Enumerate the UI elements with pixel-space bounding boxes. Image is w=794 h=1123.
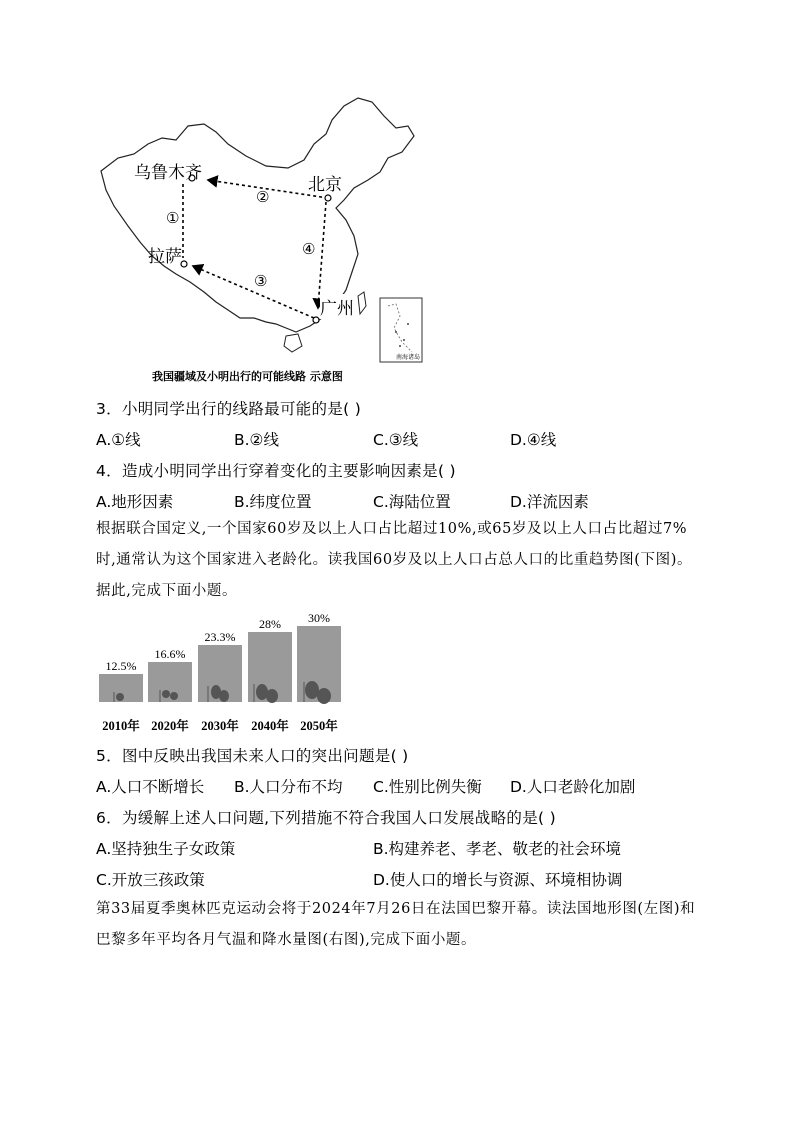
guangzhou-point	[313, 317, 319, 323]
city-label-beijing: 北京	[308, 175, 342, 195]
china-route-map	[96, 96, 426, 366]
question-4-option-a[interactable]: A.地形因素	[96, 493, 174, 511]
route-label-4: ④	[302, 240, 316, 258]
question-4-option-c[interactable]: C.海陆位置	[373, 493, 451, 511]
route-label-1: ①	[166, 209, 180, 227]
elderly-figure-icons	[96, 612, 346, 704]
bar-value-2030: 23.3%	[204, 630, 236, 644]
question-5-stem: 5．图中反映出我国未来人口的突出问题是( )	[96, 747, 409, 765]
beijing-point	[325, 195, 331, 201]
aging-passage: 根据联合国定义,一个国家60岁及以上人口占比超过10%,或65岁及以上人口占比超过7%时,通常认为这个国家进入老龄化。读我国60岁及以上人口占总人口的比重趋势图(下图)。据此,完成下面小题。	[96, 521, 693, 599]
bar-value-2050: 30%	[308, 611, 330, 625]
question-5-option-b[interactable]: B.人口分布不均	[234, 778, 343, 796]
aging-bar-chart	[96, 612, 346, 734]
taiwan-island	[358, 292, 366, 314]
inset-label: 南海诸岛	[396, 354, 421, 361]
year-label-2050: 2050年	[300, 719, 338, 733]
bar-value-2020: 16.6%	[154, 647, 186, 661]
question-6-stem: 6．为缓解上述人口问题,下列措施不符合我国人口发展战略的是( )	[96, 809, 556, 827]
question-4-option-d[interactable]: D.洋流因素	[510, 493, 589, 511]
china-border	[101, 98, 414, 332]
city-label-lhasa: 拉萨	[148, 247, 182, 267]
question-3-option-b[interactable]: B.②线	[234, 431, 279, 449]
question-6-option-a[interactable]: A.坚持独生子女政策	[96, 840, 236, 858]
year-label-2020: 2020年	[151, 719, 189, 733]
question-4-option-b[interactable]: B.纬度位置	[234, 493, 312, 511]
route-4-line	[318, 202, 326, 308]
question-6-option-b[interactable]: B.构建养老、孝老、敬老的社会环境	[373, 840, 622, 858]
year-label-2030: 2030年	[201, 719, 239, 733]
route-label-3: ③	[254, 272, 268, 290]
question-5-option-d[interactable]: D.人口老龄化加剧	[510, 778, 636, 796]
year-label-2010: 2010年	[102, 719, 140, 733]
year-label-2040: 2040年	[251, 719, 289, 733]
city-label-urumqi: 乌鲁木齐	[134, 163, 202, 183]
question-6-option-d[interactable]: D.使人口的增长与资源、环境相协调	[373, 871, 623, 889]
bar-value-2010: 12.5%	[105, 659, 137, 673]
question-5-option-c[interactable]: C.性别比例失衡	[373, 778, 482, 796]
bar-value-2040: 28%	[259, 617, 281, 631]
question-6-option-c[interactable]: C.开放三孩政策	[96, 871, 205, 889]
hainan-island	[284, 334, 302, 352]
route-label-2: ②	[256, 188, 270, 206]
map-caption: 我国疆域及小明出行的可能线路 示意图	[152, 370, 343, 383]
question-5-option-a[interactable]: A.人口不断增长	[96, 778, 205, 796]
question-3-option-d[interactable]: D.④线	[510, 431, 557, 449]
china-outline-map	[96, 96, 426, 366]
question-3-option-a[interactable]: A.①线	[96, 431, 141, 449]
olympics-passage: 第33届夏季奥林匹克运动会将于2024年7月26日在法国巴黎开幕。读法国地形图(左图)和巴黎多年平均各月气温和降水量图(右图),完成下面小题。	[96, 901, 696, 948]
question-4-stem: 4．造成小明同学出行穿着变化的主要影响因素是( )	[96, 462, 456, 480]
city-label-guangzhou: 广州	[320, 294, 354, 319]
question-3-stem: 3．小明同学出行的线路最可能的是( )	[96, 400, 362, 418]
question-3-option-c[interactable]: C.③线	[373, 431, 419, 449]
